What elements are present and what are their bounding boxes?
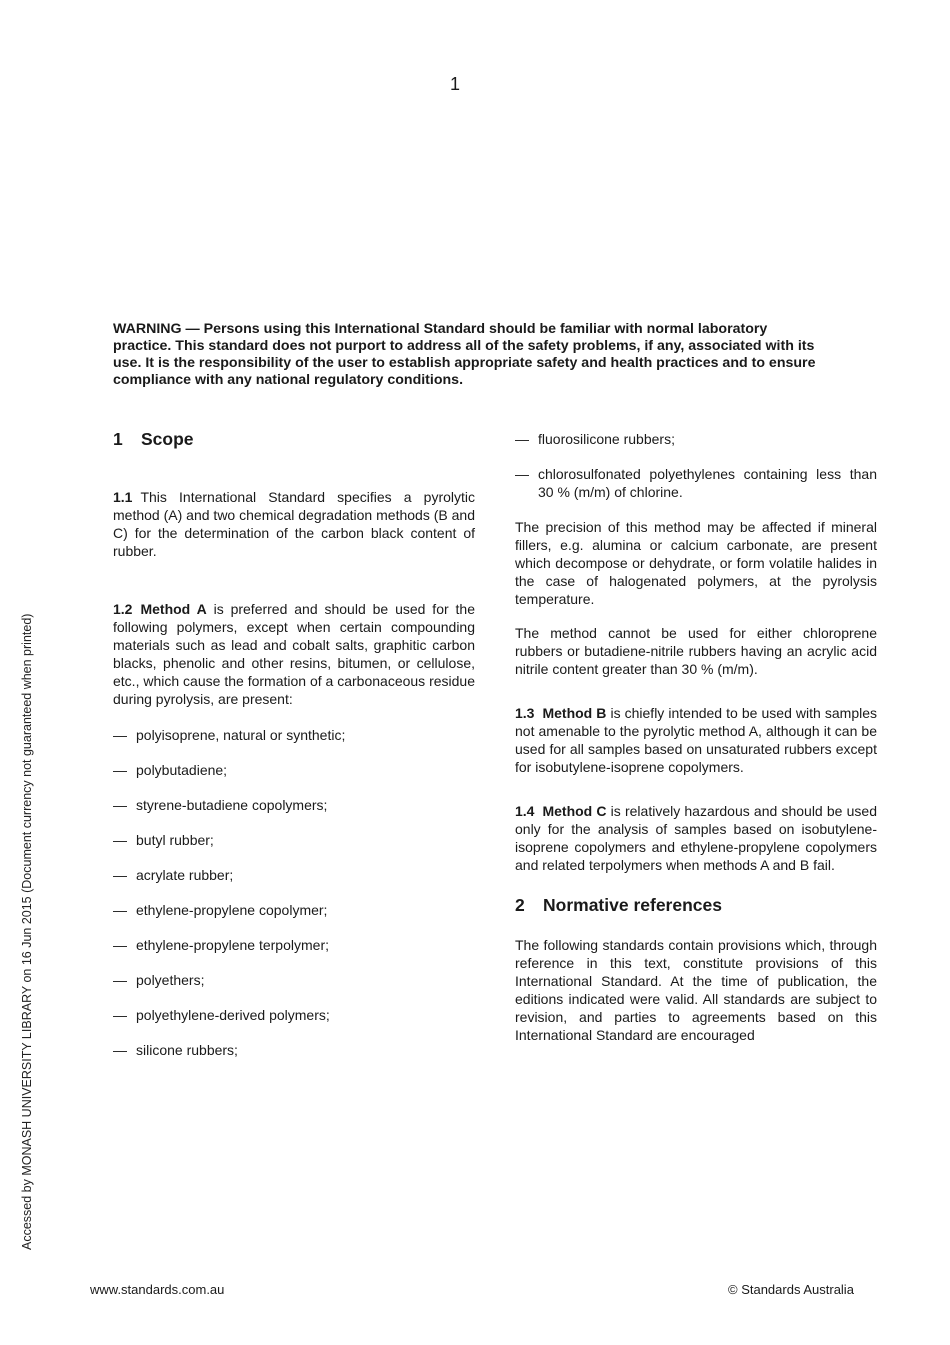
clause-1-1-text: This International Standard specifies a pyrolytic method (A) and two chemical degradation methods (B and C) for the determination of the carbon black content of rubber. [113, 489, 475, 559]
list-item: — polyethers; [113, 971, 475, 989]
list-item: — ethylene-propylene terpolymer; [113, 936, 475, 954]
clause-1-3-text: is chiefly intended to be used with samples not amenable to the pyrolytic method A, although it can be used for all samples based on unsaturated rubbers except for isobutylene-isoprene copolymers. [515, 705, 878, 775]
clause-1-2 [113, 600, 475, 708]
normative-references-paragraph: The following standards contain provisions which, through reference in this text, constitute provisions of this International Standard. At the time of publication, the editions indicated were valid. All standards are subject to revision, and parties to agreements based on this International Standard are encouraged [515, 937, 877, 1043]
section-2-number: 2 [515, 895, 525, 915]
clause-1-2-text: is preferred and should be used for the following polymers, except when certain compounding materials such as lead and cobalt salts, graphitic carbon blacks, phenolic and other resins, bitumen, or cellulose, etc., which cause the formation of a carbonaceous residue during pyrolysis, are present: [113, 601, 475, 707]
polymer-list-right [515, 430, 877, 501]
access-note: Accessed by MONASH UNIVERSITY LIBRARY on 16 Jun 2015 (Document currency not guaranteed when printed) [20, 613, 34, 1250]
limitation-paragraph: The method cannot be used for either chloroprene rubbers or butadiene-nitrile rubbers having an acrylic acid nitrile content greater than 30 % (m/m). [515, 625, 877, 677]
section-1-title: Scope [141, 429, 194, 449]
clause-1-1-number: 1.1 [113, 489, 133, 505]
list-item: — chlorosulfonated polyethylenes containing less than 30 % (m/m) of chlorine. [515, 465, 877, 501]
list-item: — styrene-butadiene copolymers; [113, 796, 475, 814]
footer-copyright: © Standards Australia [728, 1282, 854, 1297]
warning-notice: WARNING — Persons using this International Standard should be familiar with normal laboratory practice. This standard does not purport to address all of the safety problems, if any, associated with its use. It is the responsibility of the user to establish appropriate safety and health practices and to ensure compliance with any national regulatory conditions. [113, 321, 816, 388]
list-item: — polyethylene-derived polymers; [113, 1006, 475, 1024]
clause-1-3-lead: Method B [542, 705, 607, 721]
footer-website: www.standards.com.au [90, 1282, 225, 1297]
clause-1-4 [515, 802, 877, 874]
list-item: — ethylene-propylene copolymer; [113, 901, 475, 919]
section-2-heading [515, 896, 877, 914]
list-item: — polybutadiene; [113, 761, 475, 779]
clause-1-2-number: 1.2 [113, 601, 133, 617]
list-item: — polyisoprene, natural or synthetic; [113, 726, 475, 744]
section-2-title: Normative references [543, 895, 722, 915]
clause-1-2-lead: Method A [140, 601, 207, 617]
clause-1-3 [515, 704, 877, 776]
clause-1-3-number: 1.3 [515, 705, 535, 721]
list-item: — silicone rubbers; [113, 1041, 475, 1059]
polymer-list-left [113, 726, 475, 1059]
clause-1-4-lead: Method C [542, 803, 607, 819]
precision-paragraph: The precision of this method may be affected if mineral fillers, e.g. alumina or calcium carbonate, are present which decompose or dehydrate, or form volatile halides in the case of halogenated polymers, at the pyrolysis temperature. [515, 519, 877, 607]
section-1-heading [113, 430, 475, 448]
section-1-number: 1 [113, 429, 123, 449]
clause-1-4-text: is relatively hazardous and should be used only for the analysis of samples based on isobutylene-isoprene copolymers and ethylene-propylene copolymers and related terpolymers when methods A and B fail. [515, 803, 877, 873]
list-item: — acrylate rubber; [113, 866, 475, 884]
right-column [515, 430, 877, 1044]
clause-1-1 [113, 488, 475, 560]
left-column [113, 430, 475, 1076]
list-item: — fluorosilicone rubbers; [515, 430, 877, 448]
list-item: — butyl rubber; [113, 831, 475, 849]
clause-1-4-number: 1.4 [515, 803, 535, 819]
page-number: 1 [450, 74, 461, 94]
